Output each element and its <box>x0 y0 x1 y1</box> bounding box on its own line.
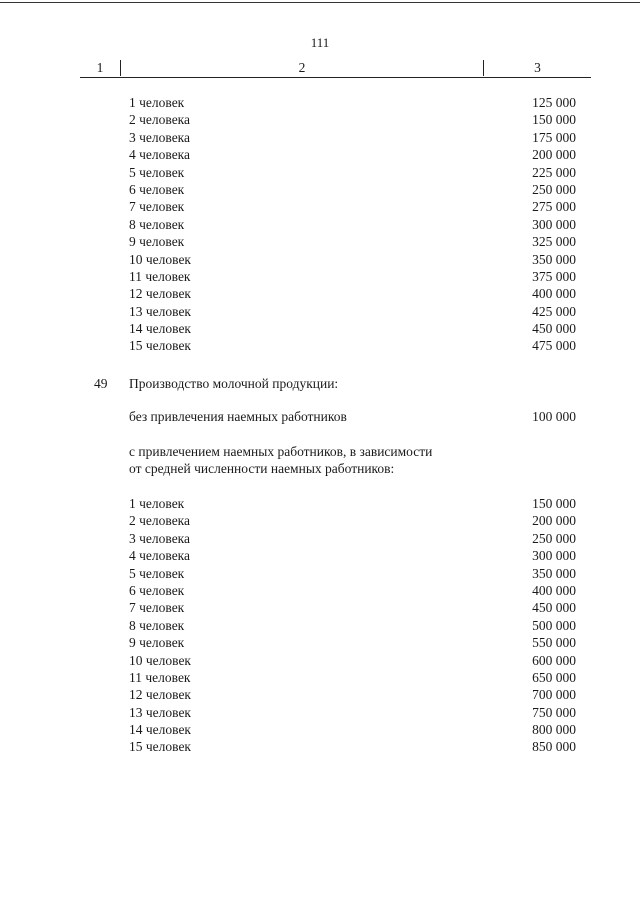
list-item <box>0 303 640 320</box>
item-label: 9 человек <box>129 234 185 250</box>
item-label: 1 человек <box>129 496 185 511</box>
item-amount: 150 000 <box>532 112 576 128</box>
list-item <box>0 617 640 634</box>
item-amount: 400 000 <box>532 286 576 302</box>
item-amount: 200 000 <box>532 147 576 163</box>
list-item <box>0 652 640 669</box>
item-amount: 425 000 <box>532 303 576 319</box>
item-amount: 700 000 <box>532 687 576 703</box>
no-hire-amount: 100 000 <box>532 409 576 424</box>
item-label: 9 человек <box>129 635 185 651</box>
list-item <box>0 146 640 163</box>
item-label: 15 человек <box>129 338 191 354</box>
item-label: 4 человека <box>129 548 191 564</box>
column-header-3: 3 <box>534 60 541 75</box>
list-item <box>0 337 640 354</box>
item-amount: 250 000 <box>532 530 576 546</box>
item-label: 7 человек <box>129 199 185 215</box>
item-amount: 550 000 <box>532 635 576 651</box>
item-label: 8 человек <box>129 216 185 232</box>
item-label: 2 человека <box>129 112 191 128</box>
item-label: 12 человек <box>129 687 191 703</box>
list-item <box>0 686 640 703</box>
list-item <box>0 582 640 599</box>
item-label: 14 человек <box>129 722 191 738</box>
item-label: 6 человек <box>129 582 185 598</box>
page-number: 111 <box>310 35 330 50</box>
list-item <box>0 320 640 337</box>
item-amount: 275 000 <box>532 199 576 215</box>
list-item <box>0 251 640 268</box>
list-item <box>0 634 640 651</box>
list-item <box>0 530 640 547</box>
list-item <box>0 216 640 233</box>
item-label: 13 человек <box>129 303 191 319</box>
item-label: 11 человек <box>129 669 191 685</box>
with-hire-line-1: с привлечением наемных работников, в зависимости <box>129 444 433 459</box>
column-header-1: 1 <box>96 60 104 75</box>
headcount-list-a <box>0 94 640 355</box>
item-amount: 200 000 <box>532 513 576 529</box>
item-label: 3 человека <box>129 129 191 145</box>
item-amount: 500 000 <box>532 617 576 633</box>
list-item <box>0 599 640 616</box>
section-title: Производство молочной продукции: <box>129 376 339 391</box>
item-label: 11 человек <box>129 268 191 284</box>
list-item <box>0 198 640 215</box>
list-item <box>0 94 640 111</box>
headcount-list-b <box>0 495 640 756</box>
item-amount: 450 000 <box>532 600 576 616</box>
item-amount: 300 000 <box>532 548 576 564</box>
item-label: 5 человек <box>129 164 185 180</box>
item-label: 14 человек <box>129 321 191 337</box>
item-amount: 350 000 <box>532 565 576 581</box>
list-item <box>0 181 640 198</box>
list-item <box>0 164 640 181</box>
list-item <box>0 129 640 146</box>
list-item <box>0 285 640 302</box>
list-item <box>0 738 640 755</box>
with-hire-paragraph <box>129 443 489 477</box>
item-amount: 225 000 <box>532 164 576 180</box>
list-item <box>0 721 640 738</box>
item-label: 10 человек <box>129 652 191 668</box>
item-amount: 450 000 <box>532 321 576 337</box>
list-item <box>0 268 640 285</box>
item-amount: 250 000 <box>532 181 576 197</box>
item-amount: 300 000 <box>532 216 576 232</box>
list-item <box>0 669 640 686</box>
item-amount: 150 000 <box>532 496 576 511</box>
item-amount: 750 000 <box>532 704 576 720</box>
item-amount: 850 000 <box>532 739 576 755</box>
item-label: 5 человек <box>129 565 185 581</box>
item-label: 4 человека <box>129 147 191 163</box>
column-header-2: 2 <box>298 60 306 75</box>
list-item <box>0 547 640 564</box>
item-label: 6 человек <box>129 181 185 197</box>
item-label: 8 человек <box>129 617 185 633</box>
item-amount: 475 000 <box>532 338 576 354</box>
section-number: 49 <box>94 376 108 391</box>
item-amount: 125 000 <box>532 95 576 110</box>
item-amount: 800 000 <box>532 722 576 738</box>
list-item <box>0 704 640 721</box>
item-amount: 325 000 <box>532 234 576 250</box>
item-amount: 350 000 <box>532 251 576 267</box>
with-hire-line-2: от средней численности наемных работников: <box>129 461 395 476</box>
list-item <box>0 111 640 128</box>
list-item <box>0 565 640 582</box>
no-hire-row <box>0 408 640 425</box>
top-rule <box>0 2 640 3</box>
item-label: 7 человек <box>129 600 185 616</box>
column-header-row <box>80 60 591 78</box>
item-label: 1 человек <box>129 95 185 110</box>
item-label: 10 человек <box>129 251 191 267</box>
no-hire-label: без привлечения наемных работников <box>129 409 347 424</box>
item-amount: 175 000 <box>532 129 576 145</box>
item-label: 2 человека <box>129 513 191 529</box>
item-amount: 400 000 <box>532 582 576 598</box>
item-label: 3 человека <box>129 530 191 546</box>
item-amount: 650 000 <box>532 669 576 685</box>
item-label: 13 человек <box>129 704 191 720</box>
item-label: 15 человек <box>129 739 191 755</box>
list-item <box>0 495 640 512</box>
list-item <box>0 233 640 250</box>
item-amount: 375 000 <box>532 268 576 284</box>
item-amount: 600 000 <box>532 652 576 668</box>
list-item <box>0 512 640 529</box>
item-label: 12 человек <box>129 286 191 302</box>
